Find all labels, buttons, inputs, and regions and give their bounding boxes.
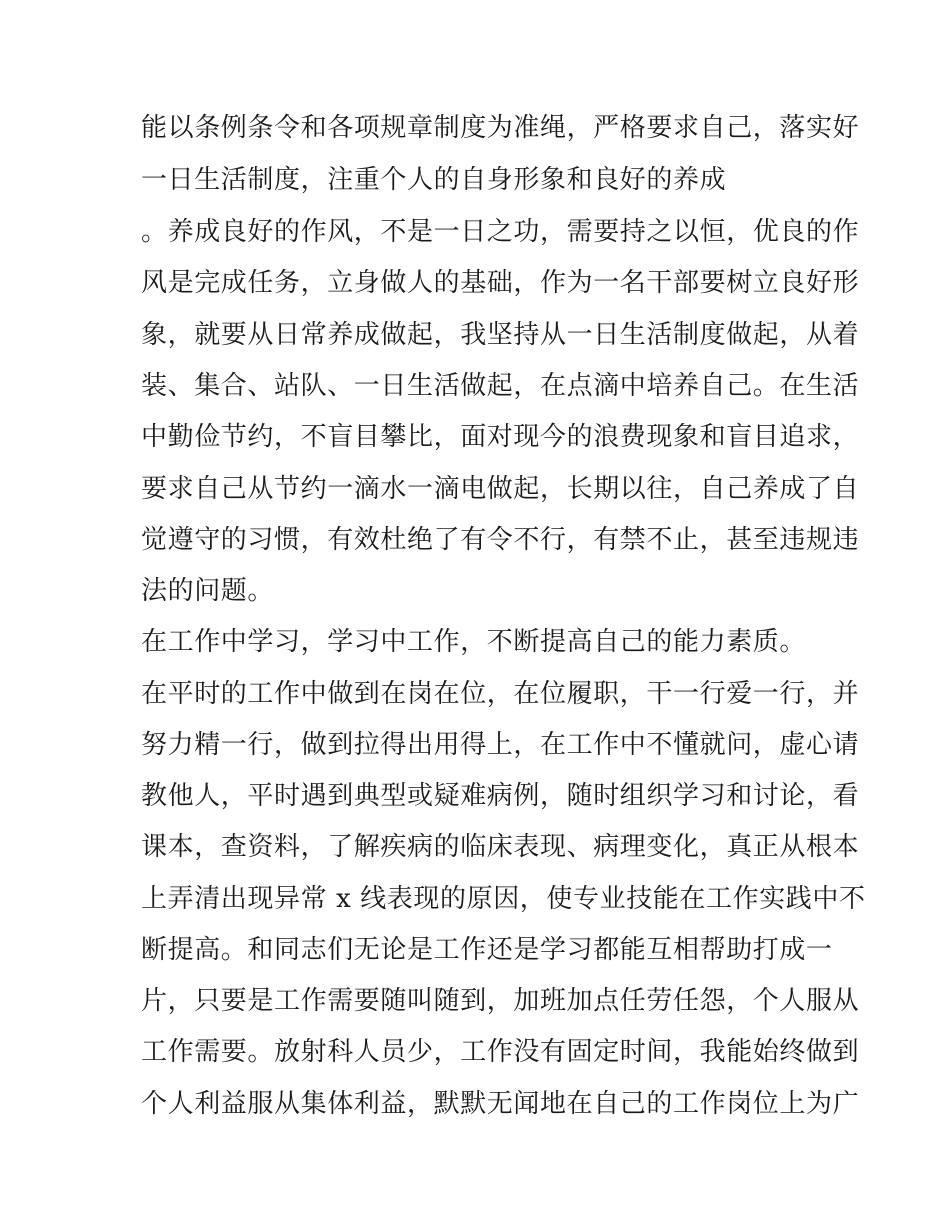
text-line: 风是完成任务，立身做人的基础，作为一名干部要树立良好形: [141, 268, 860, 298]
text-line: 在工作中学习，学习中工作，不断提高自己的能力素质。: [141, 627, 807, 657]
text-line: 觉遵守的习惯，有效杜绝了有令不行，有禁不止，甚至违规违: [141, 525, 860, 555]
text-line: 教他人，平时遇到典型或疑难病例，随时组织学习和讨论，看: [141, 781, 860, 811]
text-line: 能以条例条令和各项规章制度为准绳，严格要求自己，落实好: [141, 113, 860, 143]
text-line: 。养成良好的作风，不是一日之功，需要持之以恒，优良的作: [141, 217, 860, 247]
text-line: 在平时的工作中做到在岗在位，在位履职，干一行爱一行，并: [141, 679, 860, 709]
text-line: 工作需要。放射科人员少，工作没有固定时间，我能始终做到: [141, 1037, 860, 1067]
text-line: 片，只要是工作需要随叫随到，加班加点任劳任怨，个人服从: [141, 986, 860, 1016]
text-line: 断提高。和同志们无论是工作还是学习都能互相帮助打成一: [141, 935, 833, 965]
text-line: 上弄清出现异常 x 线表现的原因，使专业技能在工作实践中不: [141, 884, 866, 914]
text-line: 象，就要从日常养成做起，我坚持从一日生活制度做起，从着: [141, 320, 860, 350]
text-line: 中勤俭节约，不盲目攀比，面对现今的浪费现象和盲目追求，: [141, 422, 860, 452]
text-line: 努力精一行，做到拉得出用得上，在工作中不懂就问，虚心请: [141, 730, 860, 760]
text-line: 课本，查资料，了解疾病的临床表现、病理变化，真正从根本: [141, 832, 860, 862]
text-line: 一日生活制度，注重个人的自身形象和良好的养成: [141, 165, 727, 195]
text-line: 装、集合、站队、一日生活做起，在点滴中培养自己。在生活: [141, 371, 860, 401]
text-line: 个人利益服从集体利益，默默无闻地在自己的工作岗位上为广: [141, 1089, 860, 1119]
text-line: 要求自己从节约一滴水一滴电做起，长期以往，自己养成了自: [141, 474, 860, 504]
text-line: 法的问题。: [141, 576, 275, 606]
